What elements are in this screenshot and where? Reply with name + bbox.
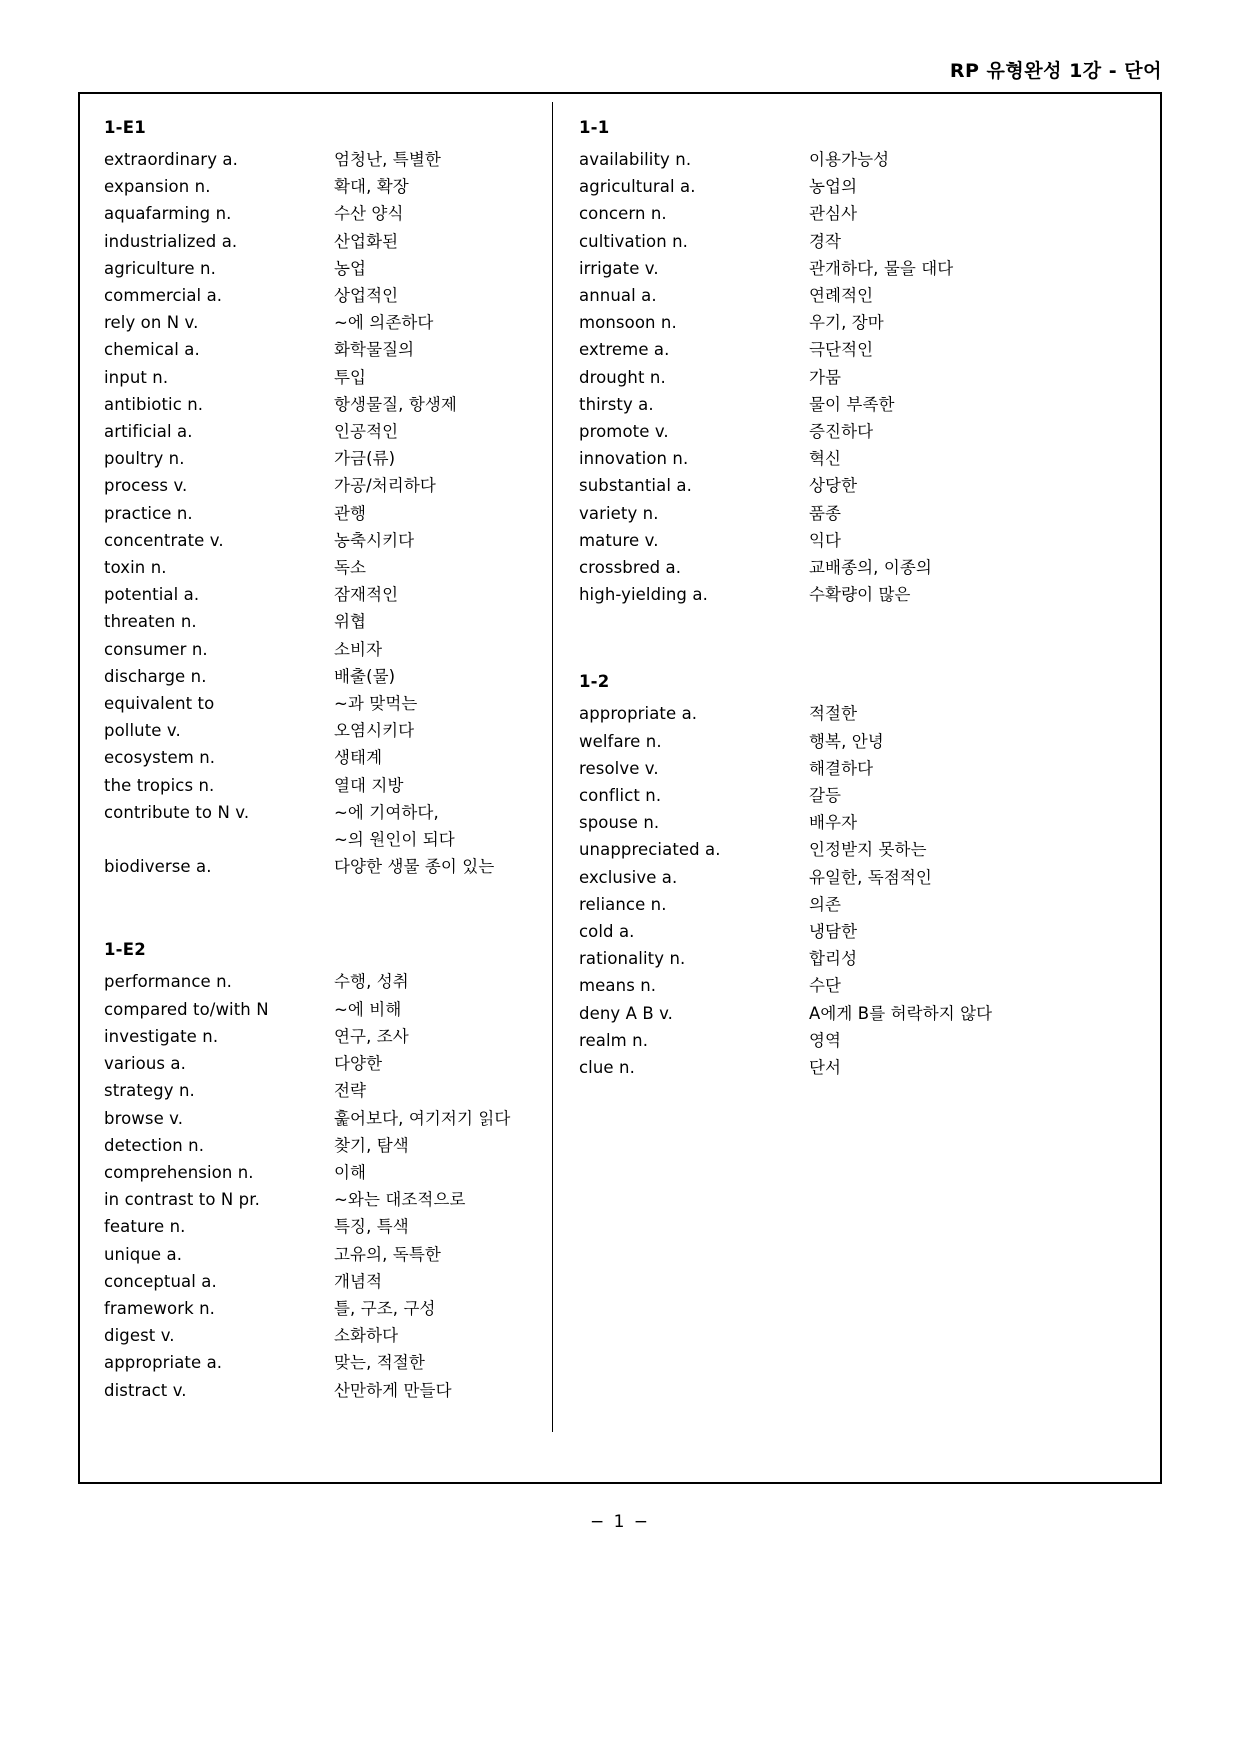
vocab-meaning: 다양한 생물 종이 있는 (334, 857, 495, 877)
vocab-entry (104, 1105, 552, 1132)
vocab-term: realm n. (579, 1030, 649, 1050)
vocab-entry (579, 700, 1160, 727)
vocab-term: unique a. (104, 1244, 183, 1264)
vocab-meaning: 전략 (334, 1081, 367, 1101)
vocab-entry (579, 1000, 1160, 1027)
vocab-term: discharge n. (104, 666, 207, 686)
vocab-meaning: 수산 양식 (334, 204, 404, 224)
vocab-meaning: 연례적인 (809, 286, 874, 306)
vocab-entry (104, 1349, 552, 1376)
vocab-meaning: 물이 부족한 (809, 394, 895, 414)
vocab-term: browse v. (104, 1108, 184, 1128)
vocab-entry (579, 554, 1160, 581)
vocab-entry (104, 663, 552, 690)
vocab-meaning: 극단적인 (809, 340, 874, 360)
vocab-meaning: 소비자 (334, 639, 383, 659)
vocab-term: compared to/with N (104, 999, 269, 1019)
vocab-term: thirsty a. (579, 394, 654, 414)
vocab-term: comprehension n. (104, 1162, 254, 1182)
section-spacer (104, 880, 552, 938)
vocab-term: clue n. (579, 1058, 635, 1078)
vocab-entry (104, 200, 552, 227)
vocab-meaning: 인공적인 (334, 422, 399, 442)
vocab-section (579, 116, 1160, 608)
section-spacer (579, 608, 1160, 670)
vocab-entry (104, 1050, 552, 1077)
vocab-meaning: 가공/처리하다 (334, 476, 436, 496)
vocab-term: contribute to N v. (104, 802, 250, 822)
vocab-meaning: 의존 (809, 894, 842, 914)
vocab-entry (579, 945, 1160, 972)
vocab-entry (104, 364, 552, 391)
vocab-meaning: 틀, 구조, 구성 (334, 1298, 436, 1318)
vocab-entry (104, 1159, 552, 1186)
vocab-term: process v. (104, 476, 188, 496)
vocab-entry (104, 581, 552, 608)
vocab-term: the tropics n. (104, 775, 215, 795)
vocab-entry (579, 1054, 1160, 1081)
page-number: − 1 − (589, 1512, 651, 1532)
vocab-meaning: 수단 (809, 976, 842, 996)
vocab-term: antibiotic n. (104, 394, 204, 414)
vocab-entry (104, 554, 552, 581)
vocab-meaning: 경작 (809, 231, 842, 251)
vocab-meaning: 항생물질, 항생제 (334, 394, 457, 414)
vocab-entry (104, 282, 552, 309)
vocab-term: innovation n. (579, 449, 689, 469)
vocab-entry (104, 968, 552, 995)
vocab-entry (579, 809, 1160, 836)
vocab-term: exclusive a. (579, 867, 678, 887)
vocab-meaning: 상업적인 (334, 286, 399, 306)
vocab-meaning: 연구, 조사 (334, 1026, 409, 1046)
vocab-term: input n. (104, 367, 169, 387)
vocab-entry (104, 228, 552, 255)
vocab-entry (104, 309, 552, 336)
vocab-section (579, 670, 1160, 1081)
page-header-title: RP 유형완성 1강 - 단어 (949, 60, 1162, 82)
vocab-term: framework n. (104, 1298, 216, 1318)
vocab-term: substantial a. (579, 476, 692, 496)
vocab-meaning: 산만하게 만들다 (334, 1380, 452, 1400)
vocab-entry (579, 972, 1160, 999)
vocab-meaning: 잠재적인 (334, 585, 399, 605)
vocab-entry (104, 1186, 552, 1213)
vocab-entry (104, 391, 552, 418)
vocab-entry (104, 1377, 552, 1404)
right-column (553, 94, 1160, 1482)
vocab-entry (579, 146, 1160, 173)
vocab-entry (579, 418, 1160, 445)
vocab-entry (104, 146, 552, 173)
vocab-meaning: 산업화된 (334, 231, 399, 251)
vocab-meaning: 합리성 (809, 949, 858, 969)
vocab-entry (579, 1027, 1160, 1054)
vocab-meaning: 이해 (334, 1162, 367, 1182)
vocab-entry (579, 445, 1160, 472)
vocab-meaning: 소화하다 (334, 1326, 399, 1346)
vocab-entry (579, 336, 1160, 363)
vocab-entry (104, 1077, 552, 1104)
section-title: 1-1 (579, 118, 610, 137)
vocab-term: biodiverse a. (104, 857, 212, 877)
vocab-meaning: 냉담한 (809, 922, 858, 942)
vocab-term: chemical a. (104, 340, 200, 360)
vocab-term: ecosystem n. (104, 748, 216, 768)
vocab-entry (104, 717, 552, 744)
vocab-meaning: 관심사 (809, 204, 858, 224)
vocab-meaning: 우기, 장마 (809, 313, 884, 333)
vocab-meaning: A에게 B를 허락하지 않다 (809, 1003, 993, 1023)
vocab-term: drought n. (579, 367, 666, 387)
vocab-entry (104, 1295, 552, 1322)
vocab-entry (579, 500, 1160, 527)
content-frame (78, 92, 1162, 1484)
vocab-entry-list (104, 146, 552, 880)
vocab-term: strategy n. (104, 1081, 195, 1101)
vocab-term: cultivation n. (579, 231, 688, 251)
vocab-entry (104, 500, 552, 527)
vocab-meaning: ~에 의존하다 (334, 313, 434, 333)
vocab-term: detection n. (104, 1135, 205, 1155)
vocab-meaning: 농업 (334, 258, 367, 278)
vocab-term: variety n. (579, 503, 659, 523)
vocab-term: monsoon n. (579, 313, 677, 333)
vocab-entry (104, 744, 552, 771)
vocab-meaning: 이용가능성 (809, 150, 890, 169)
vocab-entry (104, 1023, 552, 1050)
vocab-term: pollute v. (104, 721, 181, 741)
vocab-meaning: ~에 비해 (334, 999, 402, 1019)
vocab-meaning: 훑어보다, 여기저기 읽다 (334, 1108, 511, 1128)
vocab-term: mature v. (579, 530, 659, 550)
vocab-term: concern n. (579, 204, 667, 224)
vocab-entry (579, 836, 1160, 863)
vocab-section (104, 116, 552, 880)
vocab-meaning: 행복, 안녕 (809, 731, 884, 751)
vocab-meaning: 상당한 (809, 476, 858, 496)
vocab-meaning: 농축시키다 (334, 530, 415, 550)
vocab-meaning: ~의 원인이 되다 (334, 830, 455, 850)
vocab-meaning: 갈등 (809, 786, 842, 806)
vocab-meaning: 맞는, 적절한 (334, 1353, 425, 1373)
vocab-meaning: 농업의 (809, 177, 858, 197)
vocab-entry (579, 255, 1160, 282)
vocab-meaning: 교배종의, 이종의 (809, 558, 932, 578)
vocab-entry-list (579, 146, 1160, 608)
vocab-entry (579, 228, 1160, 255)
vocab-meaning: 관개하다, 물을 대다 (809, 258, 954, 278)
vocab-term: practice n. (104, 503, 193, 523)
vocab-meaning: 적절한 (809, 704, 858, 724)
vocab-meaning: 유일한, 독점적인 (809, 867, 932, 887)
vocab-entry (104, 418, 552, 445)
vocab-entry (579, 755, 1160, 782)
vocab-entry (104, 690, 552, 717)
vocab-term: spouse n. (579, 813, 660, 833)
vocab-term: commercial a. (104, 286, 223, 306)
vocab-term: poultry n. (104, 449, 185, 469)
vocab-section (104, 938, 552, 1403)
vocab-meaning: 엄청난, 특별한 (334, 150, 441, 169)
vocab-meaning: 익다 (809, 530, 842, 550)
vocab-meaning: 다양한 (334, 1054, 383, 1074)
vocab-entry (104, 853, 552, 880)
vocab-meaning: 인정받지 못하는 (809, 840, 927, 860)
vocab-term: promote v. (579, 422, 669, 442)
vocab-entry (579, 581, 1160, 608)
vocab-entry (104, 1268, 552, 1295)
vocab-entry (579, 391, 1160, 418)
vocab-meaning: 열대 지방 (334, 775, 404, 795)
vocab-term: appropriate a. (104, 1353, 223, 1373)
vocab-meaning: 개념적 (334, 1271, 383, 1291)
vocab-term: threaten n. (104, 612, 197, 632)
vocab-term: rationality n. (579, 949, 686, 969)
vocab-entry (579, 782, 1160, 809)
vocab-meaning: 독소 (334, 558, 367, 578)
vocab-entry-list (579, 700, 1160, 1081)
vocab-term: appropriate a. (579, 704, 698, 724)
vocab-term: concentrate v. (104, 530, 224, 550)
vocab-term: resolve v. (579, 758, 659, 778)
vocab-entry (104, 472, 552, 499)
vocab-entry (104, 336, 552, 363)
vocab-entry (104, 1241, 552, 1268)
vocab-meaning: ~에 기여하다, (334, 802, 439, 822)
vocab-meaning: 가뭄 (809, 367, 842, 387)
vocab-entry (104, 255, 552, 282)
vocab-term: extraordinary a. (104, 150, 238, 169)
vocab-term: industrialized a. (104, 231, 238, 251)
vocab-entry (104, 799, 552, 826)
vocab-meaning: 고유의, 독특한 (334, 1244, 441, 1264)
vocab-term: digest v. (104, 1326, 175, 1346)
vocab-term: aquafarming n. (104, 204, 232, 224)
vocab-entry (104, 826, 552, 853)
vocab-meaning: 해결하다 (809, 758, 874, 778)
vocab-meaning: 증진하다 (809, 422, 874, 442)
vocab-term: high-yielding a. (579, 585, 708, 605)
vocab-meaning: 특징, 특색 (334, 1217, 409, 1237)
two-column-layout (80, 94, 1160, 1482)
vocab-meaning: 수행, 성취 (334, 972, 409, 992)
section-title: 1-E2 (104, 940, 146, 960)
vocab-term: toxin n. (104, 558, 167, 578)
vocab-meaning: 배출(물) (334, 666, 396, 686)
vocab-entry (579, 864, 1160, 891)
vocab-meaning: 품종 (809, 503, 842, 523)
vocab-term: investigate n. (104, 1026, 219, 1046)
vocab-meaning: 단서 (809, 1058, 842, 1078)
vocab-entry (104, 608, 552, 635)
left-column (80, 94, 552, 1482)
vocab-meaning: 생태계 (334, 748, 383, 768)
vocab-term: irrigate v. (579, 258, 659, 278)
vocab-entry (579, 472, 1160, 499)
vocab-term: annual a. (579, 286, 657, 306)
vocab-term: equivalent to (104, 694, 215, 714)
vocab-term: feature n. (104, 1217, 186, 1237)
vocab-meaning: 혁신 (809, 449, 842, 469)
vocab-meaning: 오염시키다 (334, 721, 415, 741)
vocab-entry (104, 445, 552, 472)
vocab-term: agriculture n. (104, 258, 216, 278)
vocab-entry (579, 309, 1160, 336)
vocab-term: performance n. (104, 972, 233, 992)
vocab-meaning: 수확량이 많은 (809, 585, 911, 605)
vocab-term: crossbred a. (579, 558, 682, 578)
vocab-term: expansion n. (104, 177, 211, 197)
vocab-entry (104, 996, 552, 1023)
vocab-entry-list (104, 968, 552, 1403)
vocab-term: distract v. (104, 1380, 187, 1400)
vocab-meaning: 가금(류) (334, 449, 396, 469)
vocab-meaning: ~와는 대조적으로 (334, 1190, 466, 1210)
vocab-term: conceptual a. (104, 1271, 217, 1291)
vocab-term: welfare n. (579, 731, 662, 751)
vocab-entry (104, 1132, 552, 1159)
vocab-term: conflict n. (579, 786, 662, 806)
vocab-entry (104, 636, 552, 663)
vocab-entry (579, 891, 1160, 918)
vocab-meaning: 화학물질의 (334, 340, 415, 360)
vocab-term: rely on N v. (104, 313, 199, 333)
section-title: 1-E1 (104, 118, 146, 137)
vocab-entry (104, 772, 552, 799)
vocab-term: artificial a. (104, 422, 193, 442)
vocab-entry (579, 728, 1160, 755)
vocab-term: reliance n. (579, 894, 667, 914)
vocab-term: availability n. (579, 150, 692, 169)
vocab-entry (579, 282, 1160, 309)
vocab-meaning: 영역 (809, 1030, 842, 1050)
vocab-term: potential a. (104, 585, 200, 605)
vocab-entry (579, 173, 1160, 200)
vocab-term: in contrast to N pr. (104, 1190, 260, 1210)
vocab-entry (104, 1322, 552, 1349)
vocab-entry (579, 918, 1160, 945)
vocab-entry (579, 527, 1160, 554)
section-title: 1-2 (579, 672, 610, 692)
vocab-meaning: ~과 맞먹는 (334, 694, 418, 714)
vocab-meaning: 투입 (334, 367, 367, 387)
vocab-meaning: 확대, 확장 (334, 177, 409, 197)
vocab-entry (579, 364, 1160, 391)
vocab-term: cold a. (579, 922, 635, 942)
vocab-meaning: 위협 (334, 612, 367, 632)
vocab-meaning: 배우자 (809, 813, 858, 833)
vocab-entry (579, 200, 1160, 227)
vocab-entry (104, 1213, 552, 1240)
vocab-entry (104, 173, 552, 200)
vocab-term: deny A B v. (579, 1003, 674, 1023)
vocab-term: agricultural a. (579, 177, 696, 197)
vocab-term: means n. (579, 976, 657, 996)
vocab-term: unappreciated a. (579, 840, 721, 860)
vocab-meaning: 관행 (334, 503, 367, 523)
vocab-entry (104, 527, 552, 554)
vocab-term: extreme a. (579, 340, 670, 360)
vocab-term: various a. (104, 1054, 186, 1074)
vocab-term: consumer n. (104, 639, 208, 659)
vocab-meaning: 찾기, 탐색 (334, 1135, 409, 1155)
